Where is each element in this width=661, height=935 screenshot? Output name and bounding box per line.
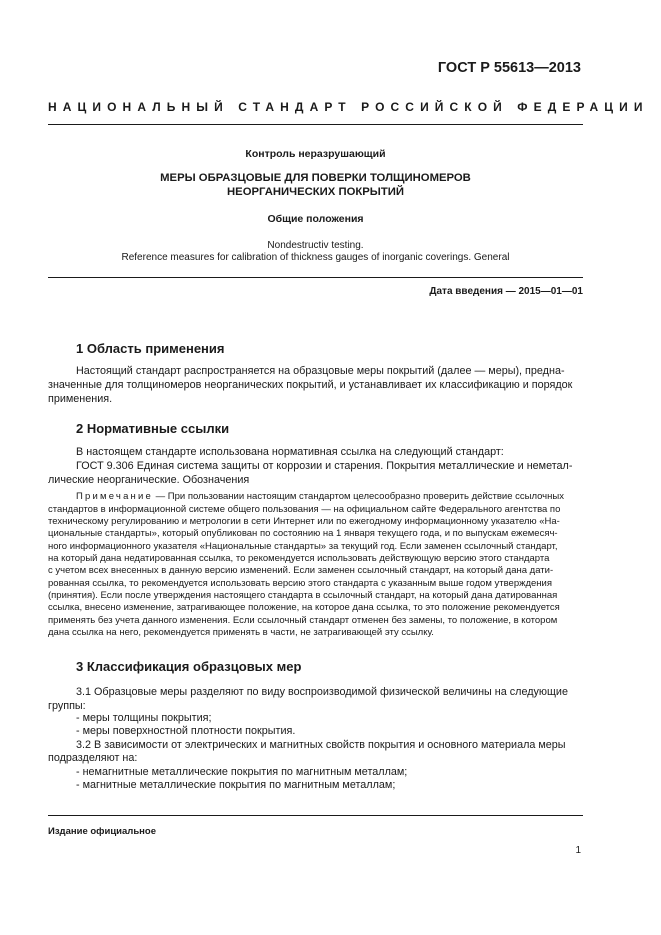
note-text: — При пользовании настоящим стандартом целесообразно проверить действие ссылочных: [153, 491, 564, 502]
section-3-heading: 3 Классификация образцовых мер: [76, 659, 302, 674]
standard-number: ГОСТ Р 55613—2013: [437, 60, 581, 76]
section-2-line: В настоящем стандарте использована нормативная ссылка на следующий стандарт:: [76, 446, 504, 458]
note-line: техническому регулированию и метрологии в сети Интернет или по ежегодному информационному указателю «На-: [48, 516, 560, 527]
list-item: - немагнитные металлические покрытия по магнитным металлам;: [76, 766, 408, 778]
header-rule: [48, 124, 583, 125]
section-3-line: 3.1 Образцовые меры разделяют по виду воспроизводимой физической величины на следующие: [76, 686, 568, 698]
edition-label: Издание официальное: [48, 826, 156, 837]
general-subtitle: Общие положения: [267, 213, 364, 225]
note-line: циональные стандарты», который опубликован по состоянию на 1 января текущего года, и по выпускам ежемесяч-: [48, 528, 558, 539]
title-rule: [48, 277, 583, 278]
introduction-date: Дата введения — 2015—01—01: [429, 286, 583, 297]
section-1-heading: 1 Область применения: [76, 341, 225, 356]
english-title-line-1: Nondestructiv testing.: [267, 240, 364, 251]
list-item: - меры поверхностной плотности покрытия.: [76, 725, 296, 737]
note-line: (принятия). Если после утверждения настоящего стандарта в ссылочный стандарт, на который дана датированная: [48, 590, 558, 601]
note-line: на который дана недатированная ссылка, то рекомендуется использовать действующую версию этого стандарта: [48, 553, 550, 564]
main-title-line-1: МЕРЫ ОБРАЗЦОВЫЕ ДЛЯ ПОВЕРКИ ТОЛЩИНОМЕРОВ: [160, 172, 471, 184]
section-1-line: Настоящий стандарт распространяется на образцовые меры покрытий (далее — меры), предна-: [76, 365, 565, 377]
note-line: ного информационного указателя «Национальные стандарты» за текущий год. Если заменен ссылочный стандарт,: [48, 541, 558, 552]
section-2-reference-cont: лические неорганические. Обозначения: [48, 474, 250, 486]
national-standard-heading: НАЦИОНАЛЬНЫЙ СТАНДАРТ РОССИЙСКОЙ ФЕДЕРАЦИИ: [48, 100, 649, 114]
english-title-line-2: Reference measures for calibration of thickness gauges of inorganic coverings. General: [121, 252, 510, 263]
page-number: 1: [575, 845, 581, 856]
list-item: - меры толщины покрытия;: [76, 712, 212, 724]
note-line: дана ссылка на него, рекомендуется применять в части, не затрагивающей эту ссылку.: [48, 627, 434, 638]
section-3-line: подразделяют на:: [48, 752, 138, 764]
list-item: - магнитные металлические покрытия по магнитным металлам;: [76, 779, 396, 791]
footer-rule: [48, 815, 583, 816]
note-line: применять без учета данного изменения. Если ссылочный стандарт отменен без замены, то положение, в котором: [48, 615, 558, 626]
section-2-reference: ГОСТ 9.306 Единая система защиты от коррозии и старения. Покрытия металлические и неметал-: [76, 460, 573, 472]
main-title-line-2: НЕОРГАНИЧЕСКИХ ПОКРЫТИЙ: [227, 186, 404, 198]
note-first-line: [76, 491, 564, 503]
note-line: ссылка, внесено изменение, затрагивающее положение, на которое дана ссылка, то это положение рекомендуется: [48, 602, 560, 613]
note-line: рованная ссылка, то рекомендуется использовать версию этого стандарта с указанным выше годом утверждения: [48, 578, 552, 589]
note-line: стандартов в информационной системе общего пользования — на официальном сайте Федерального агентства по: [48, 504, 561, 515]
section-3-line: группы:: [48, 700, 86, 712]
section-2-heading: 2 Нормативные ссылки: [76, 421, 230, 436]
note-line: с учетом всех внесенных в данную версию изменений. Если заменен ссылочный стандарт, на который дана дати-: [48, 565, 554, 576]
section-1-line: значенные для толщиномеров неорганических покрытий, и устанавливает их классификацию и порядок: [48, 379, 573, 391]
section-1-line: применения.: [48, 393, 113, 405]
subject-title: Контроль неразрушающий: [245, 148, 386, 160]
section-3-line: 3.2 В зависимости от электрических и магнитных свойств покрытия и основного материала меры: [76, 739, 566, 751]
note-label: Примечание: [76, 491, 153, 502]
